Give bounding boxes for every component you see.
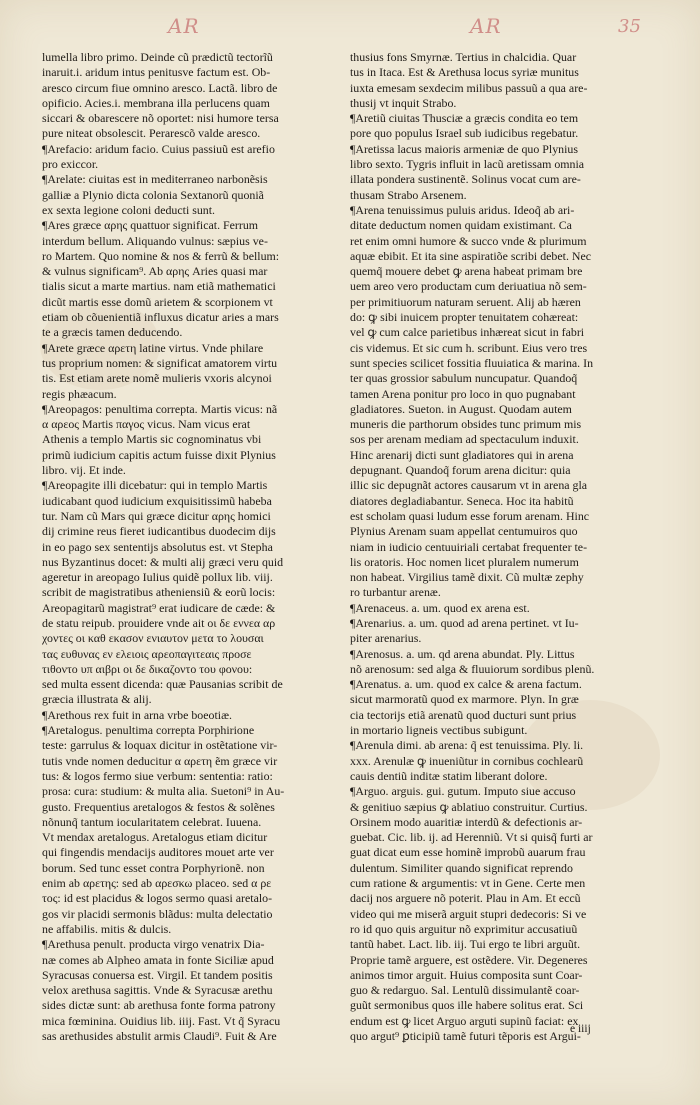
text-line: sunt species scilicet fossitia fluuiatica & marina. In (350, 355, 594, 370)
text-line: tantũ habet. Lact. lib. iij. Tui ergo te libri arguũt. (350, 937, 581, 952)
text-line: tus proprium nomen: & significat amatorem virtu (42, 355, 278, 370)
text-line: guũt sermonibus quos ille habere solitus erat. Sci (350, 998, 584, 1013)
text-line: τιθοντο υπ αιβρι οι δε δικαζοντο του φονου: (42, 661, 253, 676)
text-line: cauis dentiũ inditæ statim liberant dolore. (350, 768, 548, 783)
text-line: dulentum. Similiter quando significat reprendo (350, 860, 573, 875)
text-line: ¶Arete græce αρετη latine virtus. Vnde philare (42, 340, 264, 355)
text-column-left (42, 50, 334, 1044)
text-line: τος: id est placidus & logos sermo quasi aretalo- (42, 891, 273, 906)
text-line: siccari & obarescere nõ oportet: nisi humore tersa (42, 111, 279, 126)
text-line: Plynius Arenam suam appellat centumuiros quo (350, 524, 578, 539)
text-line: iuxta emesam sexdecim milibus passuũ a qua are- (350, 80, 588, 95)
text-line: sed multa essent dicenda: quæ Pausanias scribit de (42, 677, 283, 692)
text-line: ¶Aretiũ ciuitas Thusciæ a græcis condita eo tem (350, 111, 579, 126)
text-line: teste: garrulus & loquax dicitur in ostẽtatione vir- (42, 738, 278, 753)
text-line: muneris die parthorum obsides tunc primum mis (350, 417, 582, 432)
text-line: ¶Arenosus. a. um. qd arena abundat. Ply. Littus (350, 646, 575, 661)
text-line: sos per arenam mediam ad spectaculum induxit. (350, 432, 579, 447)
text-line: quemq̃ mouere debet ꝙ arena habeat primam bre (350, 264, 583, 279)
text-line: ¶Aretalogus. penultima correpta Porphirione (42, 723, 255, 738)
text-line: lis oratoris. Hoc nomen licet pluralem numerum (350, 554, 579, 569)
text-line: te a græcis tamen deducendo. (42, 325, 183, 340)
text-line: primũ iudicium capitis actum fuisse dixit Plynius (42, 447, 276, 462)
text-line: ¶Aretissa lacus maioris armeniæ de quo Plynius (350, 141, 578, 156)
text-line: Athenis a templo Martis sic cognominatus vbi (42, 432, 262, 447)
text-line: illata pondera sustinentẽ. Solinus vocat cum are- (350, 172, 581, 187)
text-line: Syracusas conuersa est. Virgil. Et tandem positis (42, 967, 273, 982)
text-line: græcia illustrata & alij. (42, 692, 152, 707)
text-line: α αρεος Martis παγος vicus. Nam vicus erat (42, 417, 251, 432)
text-line: ¶Arenula dimi. ab arena: q̃ est tenuissima. Ply. li. (350, 738, 584, 753)
text-line: Proprie tamẽ arguere, est ostẽdere. Vir. Degeneres (350, 952, 588, 967)
text-line: ¶Arguo. arguis. gui. gutum. Imputo siue accuso (350, 784, 576, 799)
text-line: lumella libro primo. Deinde cũ prædictũ tectorĩũ (42, 50, 273, 64)
text-line: velox arethusa sagittis. Vnde & Syracusæ arethu (42, 983, 273, 998)
folio-number: 35 (618, 16, 641, 37)
text-line: inaruit.i. aridum intus penitusve factum est. Ob- (42, 65, 271, 80)
text-line: diatores degladiabantur. Seneca. Hoc ita habitũ (350, 493, 574, 508)
text-line: libro. vij. Et inde. (42, 463, 126, 478)
text-line: tutis vnde nomen deducitur α αρετη ẽm græce vir (42, 753, 278, 768)
text-line: nõ arenosum: sed alga & fluuiorum sordibus plenũ. (350, 661, 595, 676)
text-line: libro sexto. Tygris influit in lacũ aretissam omnia (350, 157, 585, 172)
text-line: in mortario ligneis vectibus subigunt. (350, 723, 528, 738)
text-line: mica fœminina. Ouidius lib. iiij. Fast. Vt q̃ Syracu (42, 1013, 281, 1028)
text-line: Vt mendax aretalogus. Aretalogus etiam dicitur (42, 830, 268, 845)
text-line: tur. Nam cũ Mars qui græce dicitur αρης homici (42, 508, 271, 523)
text-line: pore quo populus Israel sub iudicibus regebatur. (350, 126, 579, 141)
text-line: borum. Sed tunc esset contra Porphyrionẽ. non (42, 860, 265, 875)
text-line: guat dicat eum esse hominẽ improbũ auarum frau (350, 845, 586, 860)
text-line: ¶Arena tenuissimus puluis aridus. Ideoq̃ ab ari- (350, 202, 575, 217)
text-line: ret enim omni humore & succo vnde & plurimum (350, 233, 587, 248)
text-line: uem areo vero productam cum deriuatiua nõ sem- (350, 279, 587, 294)
text-line: de statu reipub. prouidere vnde ait οι δε εννεα αρ (42, 615, 276, 630)
text-line: ¶Arethusa penult. producta virgo venatrix Dia- (42, 937, 265, 952)
text-line: Orsinem modo auaritiæ interdũ & defectionis ar- (350, 814, 583, 829)
text-column-right (350, 50, 642, 1044)
text-line: ¶Areopagos: penultima correpta. Martis vicus: nã (42, 401, 278, 416)
text-line: thusam Strabo Arsenem. (350, 187, 467, 202)
text-line: χοντες οι καθ εκασον ενιαυτον μετα το λουσαι (42, 631, 264, 646)
text-line: thusij vt inquit Strabo. (350, 95, 457, 110)
text-line: prosa: cura: studium: & multa alia. Suetoni⁹ in Au- (42, 784, 285, 799)
text-line: video qui me miserã arguit stupri dedecoris: Si ve (350, 906, 587, 921)
text-line: sicut marmoratũ quod ex marmore. Plyn. In græ (350, 692, 579, 707)
running-head-right: AR (470, 14, 502, 38)
text-line: non habeat. Virgilius tamẽ dixit. Cũ multæ zephy (350, 570, 584, 585)
text-line: næ comes ab Alpheo amata in fonte Siciliæ apud (42, 952, 274, 967)
text-line: ¶Areopagite illi dicebatur: qui in templo Martis (42, 478, 268, 493)
text-line: gusto. Frequentius aretalogos & festos & solẽnes (42, 799, 275, 814)
text-line: depugnant. Quandoq̃ forum arena dicitur: quia (350, 463, 571, 478)
text-line: pro exiccor. (42, 157, 99, 172)
text-line: in eo pago sex sententijs absolutus est. vt Stepha (42, 539, 273, 554)
text-line: ¶Arenatus. a. um. quod ex calce & arena factum. (350, 677, 582, 692)
text-line: gos vir placidi sermonis blãdus: multa delectatio (42, 906, 273, 921)
text-line: guebat. Cic. lib. ij. ad Herenniũ. Vt si quisq̃ furti ar (350, 830, 593, 845)
text-line: interdum bellum. Aliquando vulnus: sæpius ve- (42, 233, 268, 248)
text-line: niam in iudicio centuuiriali certabat frequenter te- (350, 539, 588, 554)
text-line: xxx. Arenulæ ꝙ inueniũtur in cornibus cochlearũ (350, 753, 584, 768)
text-line: & genitiuo sæpius ꝙ ablatiuo construitur. Curtius. (350, 799, 588, 814)
text-line: nõnunq̃ tantum iocularitatem celebrat. Iuuena. (42, 814, 262, 829)
text-line: do: ꝙ sibi inuicem propter tenuitatem cohæreat: (350, 310, 579, 325)
text-line: galliæ a Plynio dicta colonia Sextanorũ quoniã (42, 187, 264, 202)
text-line: cia tectorijs etiã arenatũ quod ducturi sunt prius (350, 707, 577, 722)
text-line: Hinc arenarij dicti sunt gladiatores qui in arena (350, 447, 574, 462)
text-line: tus in Itaca. Est & Arethusa locus syriæ munitus (350, 65, 579, 80)
text-line: per primitiuorum naturam seruent. Alij ab hæren (350, 294, 581, 309)
text-line: dicũt martis esse domũ arietem & scorpionem vt (42, 294, 273, 309)
text-line: ¶Arenarius. a. um. quod ad arena pertinet. vt Iu- (350, 615, 579, 630)
text-line: ageretur in areopago Iulius quidẽ pollux lib. viij. (42, 570, 273, 585)
text-line: sas arethusides abstulit armis Claudi⁹. Fuit & Are (42, 1029, 277, 1043)
text-line: ¶Arefacio: aridum facio. Cuius passiuũ est arefio (42, 141, 275, 156)
text-line: thusius fons Smyrnæ. Tertius in chalcidia. Quar (350, 50, 577, 64)
text-line: dacij nos arguere nõ poterit. Plau in Am. Et eccũ (350, 891, 581, 906)
text-line: illic sic depugnãt actores causarum vt in arena gla (350, 478, 588, 493)
text-line: cum ratione & argumentis: vt in Gene. Certe men (350, 876, 586, 891)
text-line: ditate deductum nomen quidam existimant. Ca (350, 218, 572, 233)
text-line: est scholam quasi ludum esse forum arenam. Hinc (350, 508, 590, 523)
text-line: enim ab αρετης: sed ab αρεσκω placeo. sed α ρε (42, 876, 272, 891)
text-line: gladiatores. Sueton. in August. Quodam autem (350, 401, 572, 416)
text-line: ¶Ares græce αρης quattuor significat. Ferrum (42, 218, 259, 233)
text-line: regis phæacum. (42, 386, 117, 401)
text-line: opificio. Acies.i. membrana illa perlucens quam (42, 95, 270, 110)
text-line: ter quas grossior sabulum nuncupatur. Quandoq̃ (350, 371, 578, 386)
text-line: aquæ ebibit. Et ita sine aspiratiõe scribi debet. Nec (350, 248, 592, 263)
text-line: vel ꝙ cum calce parietibus inhæreat sicut in fabri (350, 325, 585, 340)
text-line: aresco circum fiue omnino aresco. Lactã. libro de (42, 80, 278, 95)
text-line: tus: & logos fermo siue verbum: sententia: ratio: (42, 768, 273, 783)
text-line: nus Byzantinus docet: & multi alij græci veru quid (42, 554, 284, 569)
text-line: cis videmus. Et sic cum h. scribunt. Eius vero tres (350, 340, 588, 355)
text-line: qui fingendis mendacijs auditores mouet arte ver (42, 845, 274, 860)
running-head-left: AR (168, 14, 200, 38)
text-line: pure niteat obsolescit. Perarescõ valde aresco. (42, 126, 261, 141)
text-line: ro turbantur arenæ. (350, 585, 441, 600)
text-line: ro id quo quis arguitur nõ exprimitur accusatiuũ (350, 921, 578, 936)
text-line: animos timor arguit. Huius composita sunt Coar- (350, 967, 583, 982)
text-line: guo & redarguo. Sal. Lentulũ dissimulantẽ coar- (350, 983, 580, 998)
signature-mark: e iiij (570, 1023, 591, 1035)
text-line: tis. Est etiam arete nomẽ mulieris vxoris alcynoi (42, 371, 272, 386)
text-line: ¶Arelate: ciuitas est in mediterraneo narbonẽsis (42, 172, 268, 187)
text-line: dij crimine reus fieret iudicantibus duodecim dijs (42, 524, 276, 539)
text-line: & vulnus significam⁹. Ab αρης Aries quasi mar (42, 264, 268, 279)
text-line: endum est ꝙ licet Arguo arguti supinũ faciat: ex (350, 1013, 579, 1028)
text-line: quo argut⁹ ꝑticipiũ tamẽ futuri tẽporis est Argui- (350, 1029, 581, 1043)
text-line: iudicabant quod iudicium exquisitissimũ habeba (42, 493, 272, 508)
text-line: ¶Arethous rex fuit in arna vrbe boeotiæ. (42, 707, 232, 722)
text-line: piter arenarius. (350, 631, 422, 646)
text-line: ex sexta legione coloni deducti sunt. (42, 202, 216, 217)
text-line: tamen Arena ponitur pro loco in quo pugnabant (350, 386, 576, 401)
text-line: scribit de magistratibus atheniensiũ & eorũ locis: (42, 585, 276, 600)
text-line: sides dictæ sunt: ab arethusa fonte forma patrony (42, 998, 276, 1013)
text-line: tialis sicut a marte martius. nam etiã mathematici (42, 279, 276, 294)
text-line: etiam ob cõuenientiã influxus dicatur aries a mars (42, 310, 279, 325)
text-line: ro Martem. Quo nomine & nos & ferrũ & bellum: (42, 248, 280, 263)
text-line: Areopagitarũ magistrat⁹ erat iudicare de cæde: & (42, 600, 276, 615)
text-line: ¶Arenaceus. a. um. quod ex arena est. (350, 600, 530, 615)
text-line: τας ευθυνας εν ελειοις αρεοπαγιτεαις προσε (42, 646, 252, 661)
text-line: ne affabilis. mitis & dulcis. (42, 921, 172, 936)
